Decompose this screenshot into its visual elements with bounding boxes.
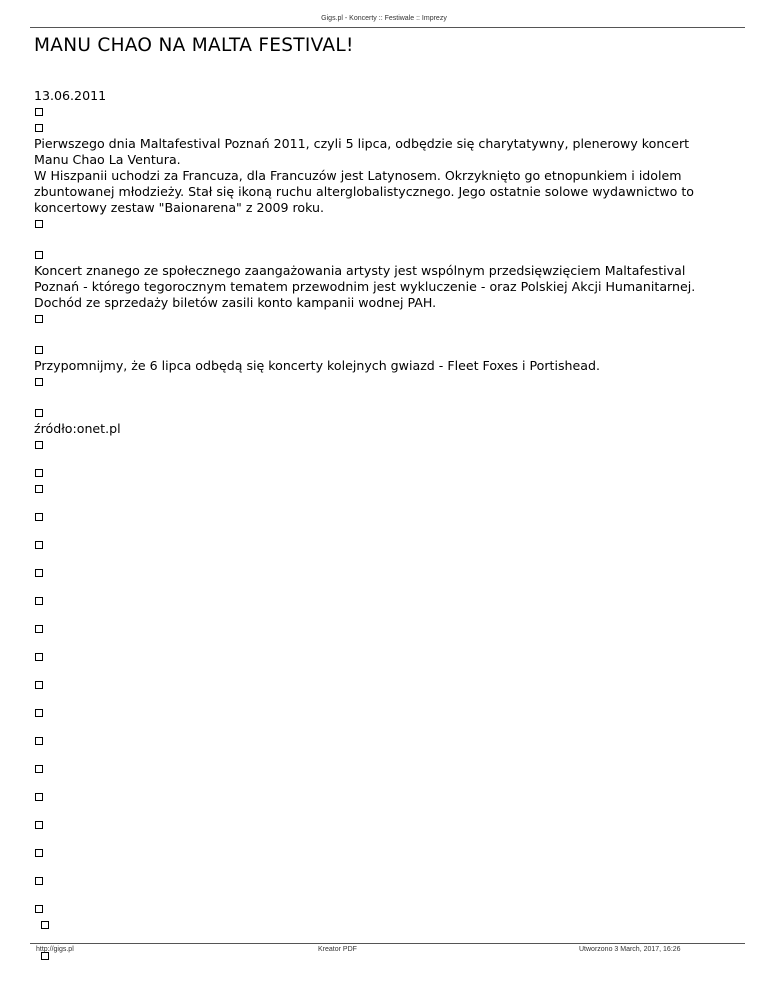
missing-glyph-box (35, 849, 43, 857)
missing-glyph-box (35, 346, 43, 354)
missing-glyph-box (35, 441, 43, 449)
missing-glyph-box (35, 485, 43, 493)
article-date: 13.06.2011 (34, 88, 107, 103)
missing-glyph-box (35, 877, 43, 885)
footer-url: http://gigs.pl (36, 946, 74, 953)
paragraph-text: Pierwszego dnia Maltafestival Poznań 2011, czyli 5 lipca, odbędzie się charytatywny, plenerowy koncert (34, 136, 690, 151)
paragraph-text: Manu Chao La Ventura. (34, 152, 181, 167)
missing-glyph-box (35, 108, 43, 116)
article-body (34, 88, 734, 964)
missing-glyph-box (35, 469, 43, 477)
missing-glyph-box (35, 625, 43, 633)
paragraph-text: Poznań - którego tegorocznym tematem przewodnim jest wykluczenie - oraz Polskiej Akcji Humanitarnej. (34, 279, 696, 294)
missing-glyph-box (41, 952, 49, 960)
footer-generator: Kreator PDF (318, 946, 357, 953)
missing-glyph-box (35, 541, 43, 549)
missing-glyph-box (41, 921, 49, 929)
header-divider (30, 27, 745, 28)
missing-glyph-box (35, 409, 43, 417)
footer-created: Utworzono 3 March, 2017, 16:26 (579, 946, 681, 953)
paragraph-text: Dochód ze sprzedaży biletów zasili konto kampanii wodnej PAH. (34, 295, 437, 310)
missing-glyph-box (35, 251, 43, 259)
missing-glyph-box (35, 513, 43, 521)
source-text: źródło:onet.pl (34, 421, 121, 436)
missing-glyph-box (35, 378, 43, 386)
missing-glyph-box (35, 709, 43, 717)
missing-glyph-box (35, 681, 43, 689)
paragraph-text: zbuntowanej młodzieży. Stał się ikoną ruchu alterglobalistycznego. Jego ostatnie solowe wydawnictwo to (34, 184, 694, 199)
missing-glyph-box (35, 220, 43, 228)
article-title: MANU CHAO NA MALTA FESTIVAL! (34, 35, 354, 56)
paragraph-text: W Hiszpanii uchodzi za Francuza, dla Francuzów jest Latynosem. Okrzyknięto go etnopunkiem i idolem (34, 168, 682, 183)
missing-glyph-box (35, 315, 43, 323)
paragraph-text: Koncert znanego ze społecznego zaangażowania artysty jest wspólnym przedsięwzięciem Maltafestival (34, 263, 686, 278)
missing-glyph-box (35, 821, 43, 829)
paragraph-text: koncertowy zestaw "Baionarena" z 2009 roku. (34, 200, 325, 215)
missing-glyph-box (35, 597, 43, 605)
page-header-title: Gigs.pl - Koncerty :: Festiwale :: Imprezy (321, 15, 447, 22)
missing-glyph-box (35, 765, 43, 773)
missing-glyph-box (35, 124, 43, 132)
missing-glyph-box (35, 905, 43, 913)
missing-glyph-box (35, 653, 43, 661)
footer-divider (30, 943, 745, 944)
missing-glyph-box (35, 737, 43, 745)
missing-glyph-box (35, 793, 43, 801)
missing-glyph-box (35, 569, 43, 577)
paragraph-text: Przypomnijmy, że 6 lipca odbędą się koncerty kolejnych gwiazd - Fleet Foxes i Portishead. (34, 358, 600, 373)
